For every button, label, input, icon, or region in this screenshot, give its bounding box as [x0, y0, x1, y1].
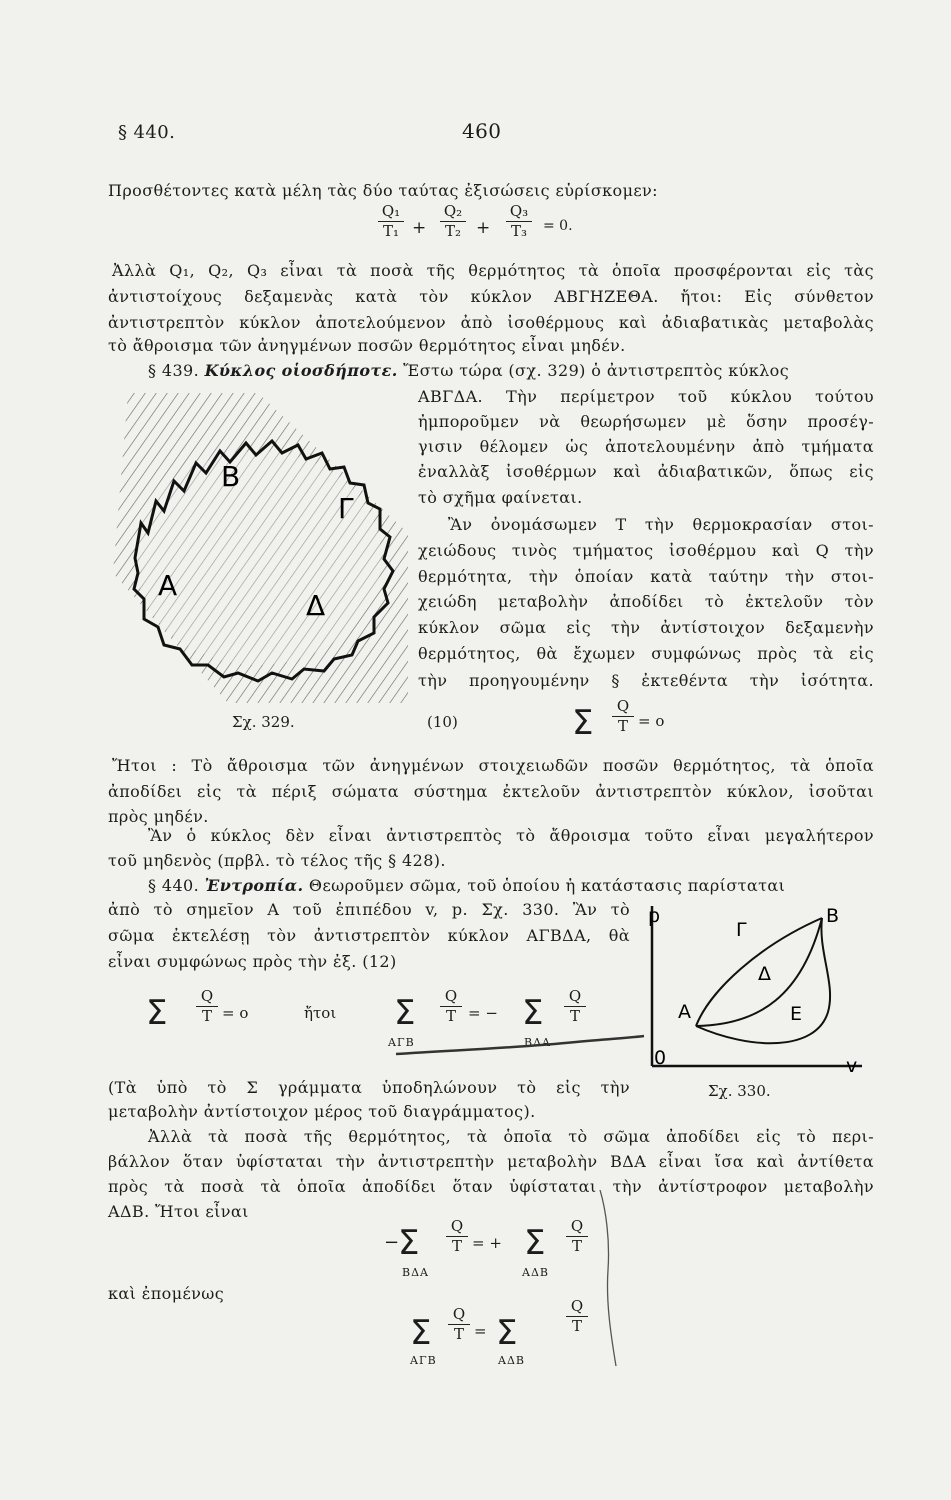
- text-line: (Τὰ ὑπὸ τὸ Σ γράμματα ὑποδηλώνουν τὸ εἰς τὴν: [108, 1078, 630, 1097]
- text-line: τοῦ μηδενὸς (πρβλ. τὸ τέλος τῆς § 428).: [108, 851, 446, 870]
- sigma-symbol: Σ: [394, 993, 416, 1033]
- label-p: p: [648, 905, 661, 927]
- sigma-symbol: Σ: [496, 1313, 518, 1353]
- section-439-heading: [148, 361, 866, 381]
- figure-329-diagram: [108, 383, 413, 713]
- fraction-denominator: T: [571, 1317, 582, 1335]
- fraction-denominator: T: [445, 1007, 456, 1025]
- equals-zero: = 0.: [543, 218, 573, 234]
- figure-330-caption: Σχ. 330.: [708, 1082, 771, 1100]
- text-line: ΑΔΒ. Ἤτοι εἶναι: [108, 1202, 249, 1221]
- label-D: Δ: [758, 963, 771, 985]
- equals-zero: = o: [638, 712, 665, 730]
- fraction-denominator: T: [451, 1237, 462, 1255]
- label-E: E: [790, 1003, 803, 1025]
- text-line: τὸ ἄθροισμα τῶν ἀνηγμένων ποσῶν θερμότητος εἶναι μηδέν.: [108, 336, 626, 355]
- fraction-numerator: Q: [444, 987, 458, 1005]
- section-text: Θεωροῦμεν σῶμα, τοῦ ὁποίου ἡ κατάστασις παρίσταται: [308, 876, 786, 895]
- text-line: Ἤτοι : Τὸ ἄθροισμα τῶν ἀνηγμένων στοιχειωδῶν ποσῶν θερμότητος, τὰ ὁποῖα: [112, 756, 874, 775]
- subscript-label: ΑΔΒ: [522, 1266, 549, 1279]
- text-line: γισιν θέλομεν ὡς ἀποτελουμένην ἀπὸ τμήματα: [418, 437, 874, 456]
- label-v: v: [846, 1055, 858, 1077]
- fraction-denominator: T: [201, 1007, 212, 1025]
- text-line: καὶ ἐπομένως: [108, 1284, 225, 1303]
- pen-underline-mark: [396, 1030, 646, 1060]
- text-line: μεταβολὴν ἀντίστοιχον μέρος τοῦ διαγράμματος).: [108, 1102, 536, 1121]
- etoi-word: ἤτοι: [304, 1004, 337, 1022]
- text-line: θερμότητος, θὰ ἔχωμεν συμφώνως πρὸς τὰ εἰς: [418, 644, 874, 663]
- text-line: πρὸς μηδέν.: [108, 807, 209, 826]
- sigma-symbol: Σ: [410, 1313, 432, 1353]
- sigma-symbol: Σ: [572, 703, 594, 743]
- fraction-numerator: Q₂: [443, 202, 463, 220]
- sigma-symbol: Σ: [146, 993, 168, 1033]
- fraction-numerator: Q₁: [381, 202, 401, 220]
- fraction-numerator: Q: [570, 1217, 584, 1235]
- sigma-symbol: Σ: [398, 1223, 420, 1263]
- fraction-numerator: Q: [450, 1217, 464, 1235]
- fraction-numerator: Q: [452, 1305, 466, 1323]
- text-line: τὸ σχῆμα φαίνεται.: [418, 488, 583, 507]
- text-line: ἀντιστοίχους δεξαμενὰς κατὰ τὸν κύκλον ΑΒΓΗΖΕΘΑ. ἤτοι: Εἰς σύνθετον: [108, 287, 874, 306]
- text-line: Ἀλλὰ Q₁, Q₂, Q₃ εἶναι τὰ ποσὰ τῆς θερμότητος τὰ ὁποῖα προσφέρονται εἰς τὰς: [112, 261, 874, 280]
- fraction-numerator: Q₃: [509, 202, 529, 220]
- section-text: Ἔστω τώρα (σχ. 329) ὁ ἀντιστρεπτὸς κύκλος: [403, 361, 790, 380]
- sigma-symbol: Σ: [522, 993, 544, 1033]
- fraction-denominator: T: [571, 1237, 582, 1255]
- text-line: Ἀλλὰ τὰ ποσὰ τῆς θερμότητος, τὰ ὁποῖα τὸ σῶμα ἀποδίδει εἰς τὸ περι-: [148, 1127, 874, 1146]
- plus-sign: +: [476, 218, 491, 238]
- text-line: Προσθέτοντες κατὰ μέλη τὰς δύο ταύτας ἐξισώσεις εὑρίσκομεν:: [108, 181, 658, 200]
- label-D: Δ: [306, 589, 326, 622]
- plus-sign: +: [412, 218, 427, 238]
- equals-plus: = +: [472, 1234, 502, 1252]
- label-G: Γ: [736, 919, 747, 941]
- fraction-numerator: Q: [570, 1297, 584, 1315]
- fraction-numerator: Q: [200, 987, 214, 1005]
- label-B: B: [826, 905, 840, 927]
- text-line: ΑΒΓΔΑ. Τὴν περίμετρον τοῦ κύκλου τούτου: [418, 387, 874, 406]
- subscript-label: ΑΔΒ: [498, 1354, 525, 1367]
- subscript-label: ΑΓΒ: [388, 1036, 415, 1049]
- page-number: 460: [462, 119, 502, 143]
- subscript-label: ΒΔΑ: [524, 1036, 551, 1049]
- section-title: Κύκλος οἱοσδήποτε.: [204, 361, 398, 380]
- fraction-denominator: T₁: [382, 222, 400, 240]
- label-A: A: [678, 1001, 691, 1023]
- figure-329-caption: Σχ. 329.: [232, 713, 295, 731]
- fraction-numerator: Q: [616, 697, 630, 715]
- label-G: Γ: [338, 492, 354, 525]
- subscript-label: ΑΓΒ: [410, 1354, 437, 1367]
- text-line: πρὸς τὰ ποσὰ τὰ ὁποῖα ἀποδίδει ὅταν ὑφίσταται τὴν ἀντίστροφον μεταβολὴν: [108, 1177, 874, 1196]
- text-line: Ἂν ὀνομάσωμεν T τὴν θερμοκρασίαν στοι-: [448, 515, 874, 534]
- fraction-denominator: T₂: [444, 222, 462, 240]
- label-A: Α: [158, 569, 178, 602]
- minus-sign: −: [384, 1232, 400, 1253]
- equals-zero: = o: [222, 1004, 249, 1022]
- sigma-symbol: Σ: [524, 1223, 546, 1263]
- text-line: χειώδους τινὸς τμήματος ἰσοθέρμου καὶ Q τὴν: [418, 541, 874, 560]
- fraction-denominator: T₃: [510, 222, 528, 240]
- subscript-label: ΒΔΑ: [402, 1266, 429, 1279]
- text-line: ἐναλλὰξ ἰσοθέρμων καὶ ἀδιαβατικῶν, ὅπως εἰς: [418, 462, 874, 481]
- figure-330-pv-diagram: [640, 900, 870, 1080]
- section-440-heading: [148, 876, 874, 896]
- text-line: ἀποδίδει εἰς τὰ πέριξ σώματα σύστημα ἐκτελοῦν ἀντιστρεπτὸν κύκλον, ἰσοῦται: [108, 782, 874, 801]
- section-marker: § 440.: [118, 122, 176, 143]
- fraction-denominator: T: [453, 1325, 464, 1343]
- text-line: εἶναι συμφώνως πρὸς τὴν ἐξ. (12): [108, 952, 397, 971]
- text-line: θερμότητα, τὴν ὁποίαν κατὰ ταύτην τὴν στοι-: [418, 567, 874, 586]
- fraction-denominator: T: [569, 1007, 580, 1025]
- text-line: τὴν προηγουμένην § ἐκτεθέντα τὴν ἰσότητα.: [418, 671, 874, 690]
- text-line: ἀπὸ τὸ σημεῖον Α τοῦ ἐπιπέδου v, p. Σχ. 330. Ἂν τὸ: [108, 900, 630, 919]
- text-line: σῶμα ἐκτελέσῃ τὸν ἀντιστρεπτὸν κύκλον ΑΓΒΔΑ, θὰ: [108, 926, 630, 945]
- text-line: κύκλον σῶμα εἰς τὴν ἀντίστοιχον δεξαμενὴν: [418, 618, 874, 637]
- fraction-denominator: T: [617, 717, 628, 735]
- text-line: ἠμποροῦμεν νὰ θεωρήσωμεν μὲ ὅσην προσέγ-: [418, 412, 874, 431]
- text-line: ἀντιστρεπτὸν κύκλον ἀποτελούμενον ἀπὸ ἰσοθέρμους καὶ ἀδιαβατικὰς μεταβολὰς: [108, 313, 874, 332]
- text-line: βάλλον ὅταν ὑφίσταται τὴν ἀντιστρεπτὴν μεταβολὴν ΒΔΑ εἶναι ἴσα καὶ ἀντίθετα: [108, 1152, 874, 1171]
- label-origin: 0: [654, 1047, 667, 1069]
- section-number: § 439.: [148, 361, 200, 380]
- pen-vertical-mark: [596, 1190, 626, 1370]
- section-number: § 440.: [148, 876, 200, 895]
- label-B: Β: [221, 460, 241, 493]
- section-title: Ἐντροπία.: [204, 876, 304, 895]
- text-line: χειώδη μεταβολὴν ἀποδίδει τὸ ἐκτελοῦν τὸν: [418, 592, 874, 611]
- equals-minus: = −: [468, 1004, 498, 1022]
- equation-number: (10): [427, 713, 458, 731]
- text-line: Ἂν ὁ κύκλος δὲν εἶναι ἀντιστρεπτὸς τὸ ἄθροισμα τοῦτο εἶναι μεγαλήτερον: [148, 826, 874, 845]
- fraction-numerator: Q: [568, 987, 582, 1005]
- equals-sign: =: [474, 1322, 487, 1340]
